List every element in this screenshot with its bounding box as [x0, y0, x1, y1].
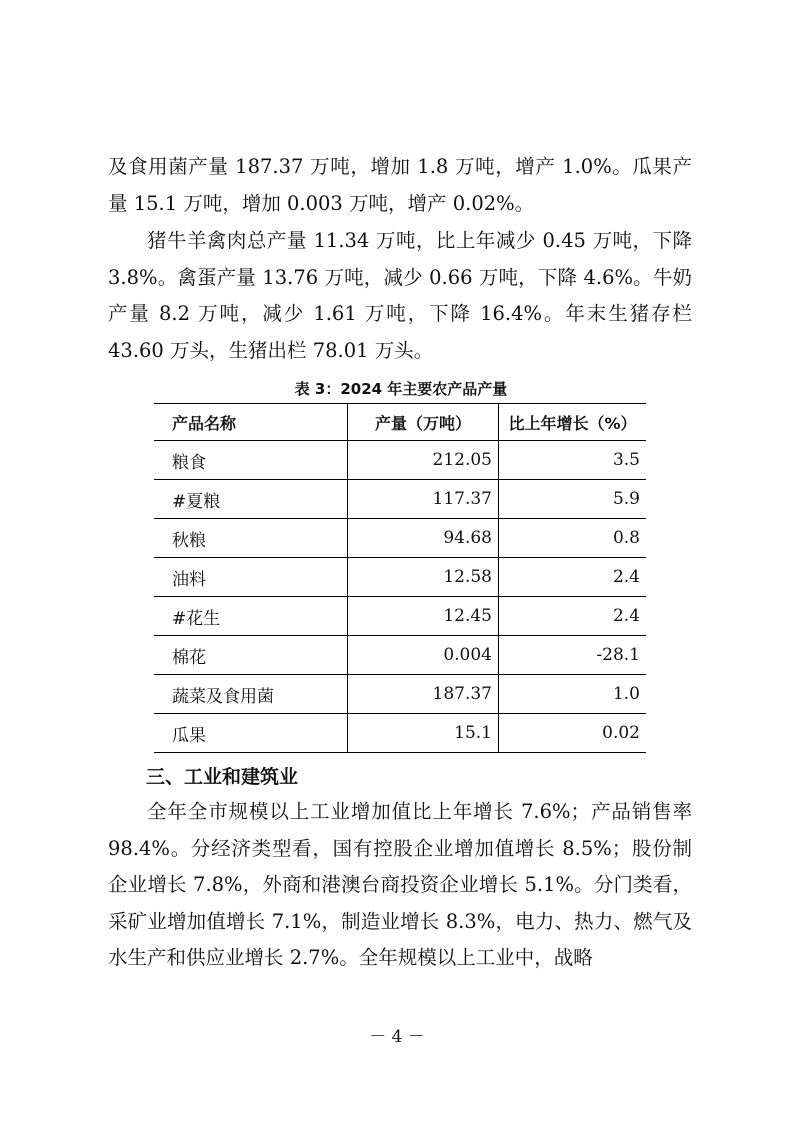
table-row [154, 441, 646, 480]
table-row [154, 675, 646, 714]
cell-output: 212.05 [348, 441, 499, 480]
cell-output: 94.68 [348, 519, 499, 558]
cell-product-name: 蔬菜及食用菌 [154, 675, 348, 714]
cell-growth: 3.5 [499, 441, 647, 480]
table-row [154, 480, 646, 519]
cell-product-name: #花生 [154, 597, 348, 636]
cell-product-name: 瓜果 [154, 714, 348, 753]
paragraph-industry: 全年全市规模以上工业增加值比上年增长 7.6%；产品销售率 98.4%。分经济类型看，国有控股企业增加值增长 8.5%；股份制企业增长 7.8%，外商和港澳台商投资企业增长 5.1%。分门类看，采矿业增加值增长 7.1%，制造业增长 8.3%，电力、热力、燃气及水生产和供应业增长 2.7%。全年规模以上工业中，战略 [108, 800, 692, 969]
cell-product-name: 棉花 [154, 636, 348, 675]
header-growth: 比上年增长（%） [499, 404, 647, 441]
cell-output: 117.37 [348, 480, 499, 519]
table-row [154, 714, 646, 753]
table-row [154, 597, 646, 636]
cell-growth: 1.0 [499, 675, 647, 714]
section-heading: 三、工业和建筑业 [146, 766, 299, 788]
cell-output: 0.004 [348, 636, 499, 675]
cell-product-name: #夏粮 [154, 480, 348, 519]
paragraph-vegetable-melon: 及食用菌产量 187.37 万吨，增加 1.8 万吨，增产 1.0%。瓜果产量 15.1 万吨，增加 0.003 万吨，增产 0.02%。 [108, 155, 692, 215]
cell-product-name: 粮食 [154, 441, 348, 480]
table-row [154, 636, 646, 675]
cell-growth: 2.4 [499, 558, 647, 597]
page-number: － 4 － [369, 1027, 425, 1047]
cell-output: 12.58 [348, 558, 499, 597]
cell-product-name: 秋粮 [154, 519, 348, 558]
cell-product-name: 油料 [154, 558, 348, 597]
cell-growth: 5.9 [499, 480, 647, 519]
paragraph-livestock: 猪牛羊禽肉总产量 11.34 万吨，比上年减少 0.45 万吨，下降 3.8%。禽蛋产量 13.76 万吨，减少 0.66 万吨，下降 4.6%。牛奶产量 8.2 万吨，减少 1.61 万吨，下降 16.4%。年末生猪存栏 43.60 万头，生猪出栏 78.01 万头。 [108, 229, 692, 362]
header-output: 产量（万吨） [348, 404, 499, 441]
cell-growth: 0.02 [499, 714, 647, 753]
cell-output: 15.1 [348, 714, 499, 753]
cell-output: 12.45 [348, 597, 499, 636]
header-product-name: 产品名称 [154, 404, 348, 441]
table-header-row [154, 404, 646, 441]
agriculture-output-table [154, 403, 646, 753]
cell-growth: 2.4 [499, 597, 647, 636]
cell-growth: 0.8 [499, 519, 647, 558]
table-row [154, 558, 646, 597]
cell-growth: -28.1 [499, 636, 647, 675]
table-caption: 表 3：2024 年主要农产品产量 [294, 380, 508, 398]
cell-output: 187.37 [348, 675, 499, 714]
table-row [154, 519, 646, 558]
